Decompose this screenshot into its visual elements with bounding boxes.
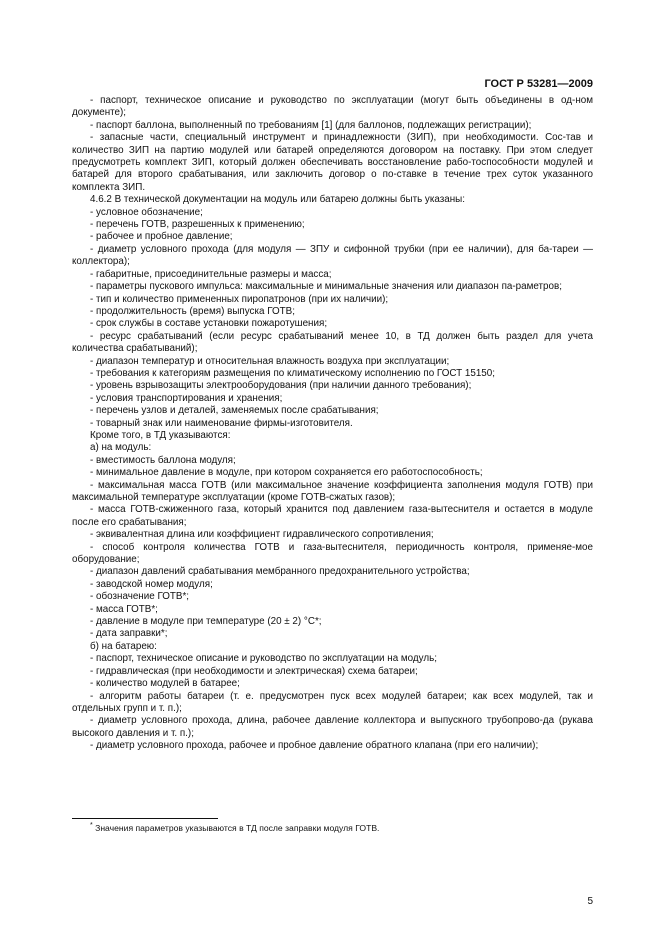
paragraph: - гидравлическая (при необходимости и электрическая) схема батареи; <box>90 665 418 677</box>
paragraph: - алгоритм работы батареи (т. е. предусмотрен пуск всех модулей батареи; как всех модулей, так и отдельных групп и т. п.); <box>72 690 593 714</box>
paragraph: - масса ГОТВ-сжиженного газа, который хранится под давлением газа-вытеснителя и остается в модуле после его срабатывания; <box>72 504 593 528</box>
paragraph: - продолжительность (время) выпуска ГОТВ; <box>90 305 295 317</box>
paragraph: - вместимость баллона модуля; <box>90 454 236 466</box>
paragraph: - условное обозначение; <box>90 206 203 218</box>
paragraph: Кроме того, в ТД указываются: <box>90 429 231 441</box>
paragraph: - максимальная масса ГОТВ (или максимальное значение коэффициента заполнения модуля ГОТВ) при максимальной температуре эксплуатации (кроме ГОТВ-сжатых газов); <box>72 479 593 503</box>
paragraph: - перечень узлов и деталей, заменяемых после срабатывания; <box>90 405 379 417</box>
paragraph: - требования к категориям размещения по климатическому исполнению по ГОСТ 15150; <box>90 367 495 379</box>
paragraph: а) на модуль: <box>90 442 152 454</box>
paragraph: - товарный знак или наименование фирмы-изготовителя. <box>90 417 353 429</box>
paragraph: - диаметр условного прохода, длина, рабочее давление коллектора и выпускного трубопрово-да (рукава высокого давления и т. п.); <box>72 715 593 739</box>
footnote-mark: * <box>90 822 93 830</box>
paragraph: - количество модулей в батарее; <box>90 678 240 690</box>
page-number: 5 <box>587 896 593 907</box>
paragraph: - диаметр условного прохода, рабочее и пробное давление обратного клапана (при его наличии); <box>90 740 539 752</box>
paragraph: - запасные части, специальный инструмент и принадлежности (ЗИП), при необходимости. Сос-тав и количество ЗИП на партию модулей или батарей определяются договором на поставку. При этом следует предусмотреть комплект ЗИП, который должен обеспечивать восстановление рабо-тоспособности модулей и батарей для второго срабатывания, или заключить договор о по-ставке в течение трех суток указанного комплекта ЗИП. <box>72 132 593 193</box>
paragraph: 4.6.2 В технической документации на модуль или батарею должны быть указаны: <box>90 194 465 206</box>
paragraph: - условия транспортирования и хранения; <box>90 392 283 404</box>
paragraph: - дата заправки*; <box>90 628 168 640</box>
paragraph: - паспорт баллона, выполненный по требованиям [1] (для баллонов, подлежащих регистрации); <box>90 119 532 131</box>
paragraph: - рабочее и пробное давление; <box>90 231 233 243</box>
document-body <box>72 95 593 753</box>
paragraph: - способ контроля количества ГОТВ и газа-вытеснителя, периодичность контроля, применяе-мое оборудование; <box>72 541 593 566</box>
paragraph: - уровень взрывозащиты электрооборудования (при наличии данного требования); <box>90 380 472 392</box>
paragraph: б) на батарею: <box>90 640 157 652</box>
footnote-text: Значения параметров указываются в ТД после заправки модуля ГОТВ. <box>95 823 380 833</box>
footnote <box>90 823 590 833</box>
paragraph: - эквивалентная длина или коэффициент гидравлического сопротивления; <box>90 529 434 541</box>
paragraph: - паспорт, техническое описание и руководство по эксплуатации (могут быть объединены в од-ном документе); <box>72 95 593 119</box>
paragraph: - срок службы в составе установки пожаротушения; <box>90 318 328 330</box>
paragraph: - заводской номер модуля; <box>90 578 213 590</box>
paragraph: - давление в модуле при температуре (20 ± 2) °С*; <box>90 616 322 628</box>
paragraph: - габаритные, присоединительные размеры и масса; <box>90 268 332 280</box>
paragraph: - диапазон температур и относительная влажность воздуха при эксплуатации; <box>90 355 450 367</box>
paragraph: - обозначение ГОТВ*; <box>90 591 190 603</box>
paragraph: - ресурс срабатываний (если ресурс срабатываний менее 10, в ТД должен быть раздел для учета количества срабатываний); <box>72 330 593 355</box>
paragraph: - паспорт, техническое описание и руководство по эксплуатации на модуль; <box>90 653 437 665</box>
document-header: ГОСТ Р 53281—2009 <box>484 78 593 90</box>
paragraph: - минимальное давление в модуле, при котором сохраняется его работоспособность; <box>90 467 483 479</box>
paragraph: - диапазон давлений срабатывания мембранного предохранительного устройства; <box>90 566 470 578</box>
paragraph: - масса ГОТВ*; <box>90 603 158 615</box>
paragraph: - диаметр условного прохода (для модуля — ЗПУ и сифонной трубки (при ее наличии), для ба-тареи — коллектора); <box>72 243 593 268</box>
paragraph: - перечень ГОТВ, разрешенных к применению; <box>90 219 305 231</box>
paragraph: - параметры пускового импульса: максимальные и минимальные значения или диапазон па-раметров; <box>90 281 562 293</box>
paragraph: - тип и количество примененных пиропатронов (при их наличии); <box>90 293 389 305</box>
footnote-divider <box>72 818 218 819</box>
